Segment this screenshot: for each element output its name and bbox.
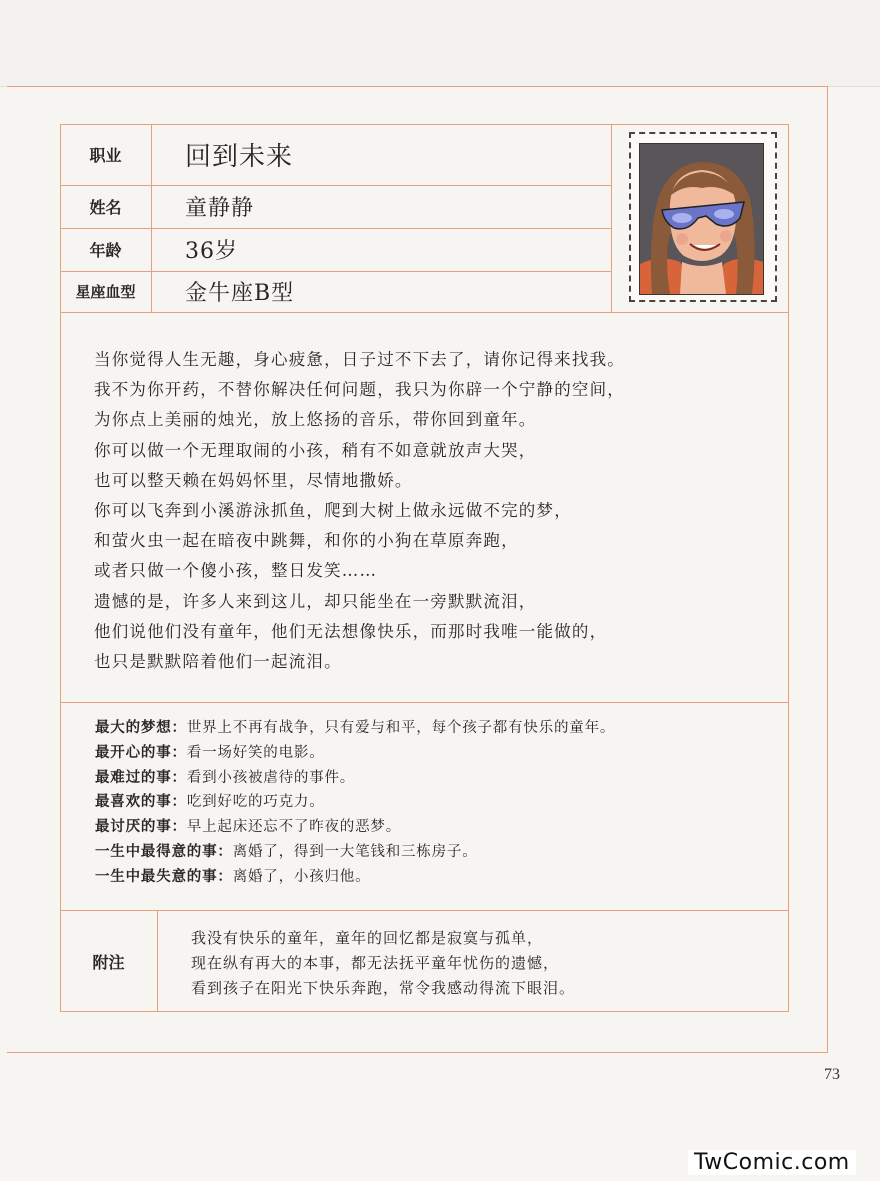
page-frame-bottom-rule — [7, 1052, 827, 1053]
story-text — [94, 345, 734, 677]
fact-row — [95, 790, 775, 815]
divider — [157, 910, 158, 1012]
fact-row — [95, 741, 775, 766]
fact-value: 离婚了，小孩归他。 — [232, 868, 371, 885]
story-line: 或者只做一个傻小孩，整日发笑…… — [94, 561, 378, 581]
fact-value: 早上起床还忘不了昨夜的恶梦。 — [186, 819, 402, 836]
divider — [611, 124, 612, 312]
note-line: 我没有快乐的童年，童年的回忆都是寂寞与孤单， — [191, 929, 544, 947]
divider — [151, 124, 152, 312]
age-value: 36岁 — [185, 239, 238, 264]
fact-row — [95, 716, 775, 741]
note-text — [191, 926, 781, 1001]
story-line: 你可以飞奔到小溪游泳抓鱼，爬到大树上做永远做不完的梦， — [94, 501, 572, 521]
fact-value: 世界上不再有战争，只有爱与和平，每个孩子都有快乐的童年。 — [186, 720, 616, 736]
age-label: 年龄 — [89, 241, 122, 260]
fact-row — [95, 815, 775, 840]
story-line: 当你觉得人生无趣，身心疲惫，日子过不下去了，请你记得来找我。 — [94, 350, 625, 369]
fact-row — [95, 865, 775, 890]
note-label: 附注 — [92, 952, 125, 972]
fact-key: 最大的梦想： — [95, 719, 187, 736]
watermark: TwComic.com — [688, 1150, 856, 1175]
fact-key: 最喜欢的事： — [95, 793, 187, 811]
fact-value: 离婚了，得到一大笔钱和三栋房子。 — [232, 843, 478, 860]
fact-value: 看到小孩被虐待的事件。 — [186, 769, 356, 786]
page-number: 73 — [824, 1066, 840, 1083]
name-label: 姓名 — [89, 198, 122, 217]
fact-key: 最开心的事： — [95, 743, 187, 761]
job-label: 职业 — [89, 146, 122, 165]
sign-label: 星座血型 — [75, 283, 136, 301]
facts-list — [95, 716, 775, 890]
divider — [60, 910, 789, 911]
story-line: 也只是默默陪着他们一起流泪。 — [94, 652, 342, 672]
note-line: 看到孩子在阳光下快乐奔跑，常令我感动得流下眼泪。 — [191, 979, 576, 997]
fact-key: 一生中最得意的事： — [95, 842, 233, 860]
divider — [60, 702, 789, 703]
story-line: 和萤火虫一起在暗夜中跳舞，和你的小狗在草原奔跑， — [94, 531, 519, 551]
sign-value: 金牛座B型 — [185, 281, 295, 306]
fact-row — [95, 840, 775, 865]
woman-with-sunglasses-illustration — [640, 144, 763, 294]
page-top-margin — [0, 0, 880, 87]
story-line: 他们说他们没有童年，他们无法想像快乐，而那时我唯一能做的， — [94, 621, 608, 641]
name-value: 童静静 — [185, 196, 255, 221]
story-line: 我不为你开药，不替你解决任何问题，我只为你辟一个宁静的空间， — [94, 380, 625, 400]
note-line: 现在纵有再大的本事，都无法抚平童年忧伤的遗憾， — [191, 954, 560, 972]
fact-key: 一生中最失意的事： — [95, 867, 233, 885]
story-line: 为你点上美丽的烛光，放上悠扬的音乐，带你回到童年。 — [94, 410, 537, 430]
story-line: 你可以做一个无理取闹的小孩，稍有不如意就放声大哭， — [94, 440, 537, 460]
fact-row — [95, 766, 775, 791]
fact-key: 最讨厌的事： — [95, 818, 187, 836]
fact-value: 吃到好吃的巧克力。 — [186, 794, 325, 811]
fact-value: 看一场好笑的电影。 — [186, 744, 325, 761]
job-value: 回到未来 — [185, 142, 294, 172]
divider — [60, 312, 789, 313]
story-line: 遗憾的是，许多人来到这儿，却只能坐在一旁默默流泪， — [94, 591, 537, 611]
portrait-image — [639, 143, 764, 295]
story-line: 也可以整天赖在妈妈怀里，尽情地撒娇。 — [94, 470, 413, 490]
fact-key: 最难过的事： — [95, 768, 187, 786]
